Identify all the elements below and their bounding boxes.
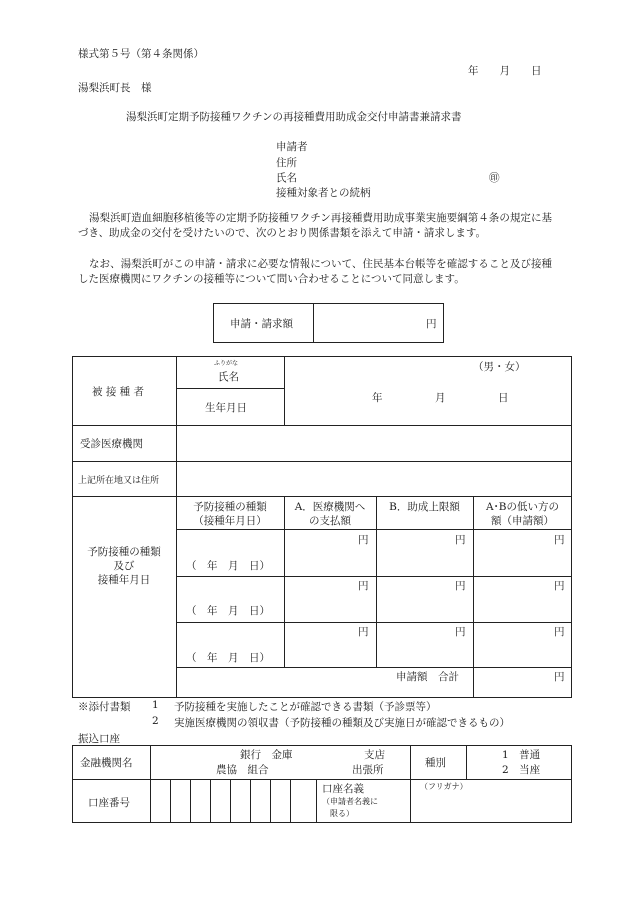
- vaccine-section-label-2: 及び: [113, 560, 135, 572]
- yen-a-1: 円: [358, 534, 369, 546]
- account-holder-note-1: （申請者名義に: [322, 797, 378, 806]
- col-header-b: B．助成上限額: [389, 501, 460, 513]
- document-title: 湯梨浜町定期予防接種ワクチンの再接種費用助成金交付申請書兼請求書: [126, 111, 462, 123]
- col-header-ab-1: A･Bの低い方の: [485, 501, 560, 513]
- yen-a-2: 円: [358, 580, 369, 592]
- institution-label: 金融機関名: [80, 757, 133, 769]
- clinic-label: 受診医療機関: [80, 438, 143, 450]
- attachment-2-number: 2: [152, 715, 159, 727]
- bank-type-row-1: 銀行 金庫: [240, 749, 293, 761]
- yen-total: 円: [554, 671, 565, 683]
- yen-b-1: 円: [455, 534, 466, 546]
- recipient-name-label: 氏名: [218, 371, 239, 383]
- recipient-label: 被 接 種 者: [92, 386, 145, 398]
- yen-ab-1: 円: [554, 534, 565, 546]
- yen-b-3: 円: [455, 626, 466, 638]
- applicant-address-label: 住所: [276, 157, 297, 169]
- office-label: 出張所: [352, 764, 384, 776]
- account-type-ordinary: 1 普通: [502, 749, 541, 761]
- account-type-label: 種別: [425, 757, 446, 769]
- addressee: 湯梨浜町長 様: [78, 82, 152, 94]
- seal-mark: ㊞: [489, 172, 500, 184]
- account-holder-furigana: （フリガナ）: [420, 782, 468, 791]
- yen-b-2: 円: [455, 580, 466, 592]
- sex-options: （男・女）: [473, 361, 526, 373]
- bank-section-label: 振込口座: [78, 733, 120, 745]
- attachment-1: 予防接種を実施したことが確認できる書類（予診票等）: [174, 701, 437, 713]
- dob-label: 生年月日: [205, 402, 247, 414]
- col-header-type-2: （接種年月日）: [193, 515, 267, 527]
- col-header-a-2: の支払額: [309, 515, 351, 527]
- yen-ab-3: 円: [554, 626, 565, 638]
- vaccine-date-1: （ 年 月 日）: [186, 560, 270, 572]
- applicant-label: 申請者: [276, 141, 308, 153]
- attachment-2: 実施医療機関の領収書（予防接種の種類及び実施日が確認できるもの）: [174, 717, 510, 729]
- claim-amount-unit: 円: [426, 318, 437, 330]
- attachments-label: ※添付書類: [78, 701, 131, 713]
- paragraph-1: 湯梨浜町造血細胞移植後等の定期予防接種ワクチン再接種費用助成事業実施要綱第４条の規定に基づき、助成金の交付を受けたいので、次のとおり関係書類を添えて申請・請求します。: [78, 212, 552, 239]
- yen-a-3: 円: [358, 626, 369, 638]
- claim-amount-label: 申請・請求額: [230, 318, 293, 330]
- vaccine-date-2: （ 年 月 日）: [186, 605, 270, 617]
- vaccine-section-label-1: 予防接種の種類: [87, 546, 161, 558]
- bank-type-row-2: 農協 組合: [216, 764, 269, 776]
- applicant-name-label: 氏名: [276, 172, 297, 184]
- account-holder-label: 口座名義: [322, 783, 364, 795]
- attachment-1-number: 1: [152, 699, 159, 711]
- name-furigana-label: ふりがな: [214, 360, 239, 367]
- col-header-ab-2: 額（申請額）: [491, 515, 554, 527]
- account-holder-note-2: 限る）: [330, 809, 354, 818]
- account-type-checking: 2 当座: [502, 764, 541, 776]
- paragraph-2: なお、湯梨浜町がこの申請・請求に必要な情報について、住民基本台帳等を確認すること及び接種した医療機関にワクチンの接種等について問い合わせることについて同意します。: [78, 258, 552, 285]
- clinic-address-label: 上記所在地又は住所: [78, 476, 160, 486]
- total-label: 申請額 合計: [396, 671, 459, 683]
- branch-label: 支店: [364, 749, 385, 761]
- col-header-type-1: 予防接種の種類: [193, 501, 267, 513]
- account-number-label: 口座番号: [88, 797, 130, 809]
- vaccine-date-3: （ 年 月 日）: [186, 652, 270, 664]
- vaccine-section-label-3: 接種年月日: [97, 574, 151, 586]
- yen-ab-2: 円: [554, 580, 565, 592]
- relation-label: 接種対象者との続柄: [276, 187, 371, 199]
- form-number: 様式第５号（第４条関係）: [78, 48, 204, 60]
- col-header-a-1: A．医療機関へ: [294, 501, 366, 513]
- date-line: 年 月 日: [468, 65, 542, 77]
- dob-date: 年 月 日: [372, 392, 509, 404]
